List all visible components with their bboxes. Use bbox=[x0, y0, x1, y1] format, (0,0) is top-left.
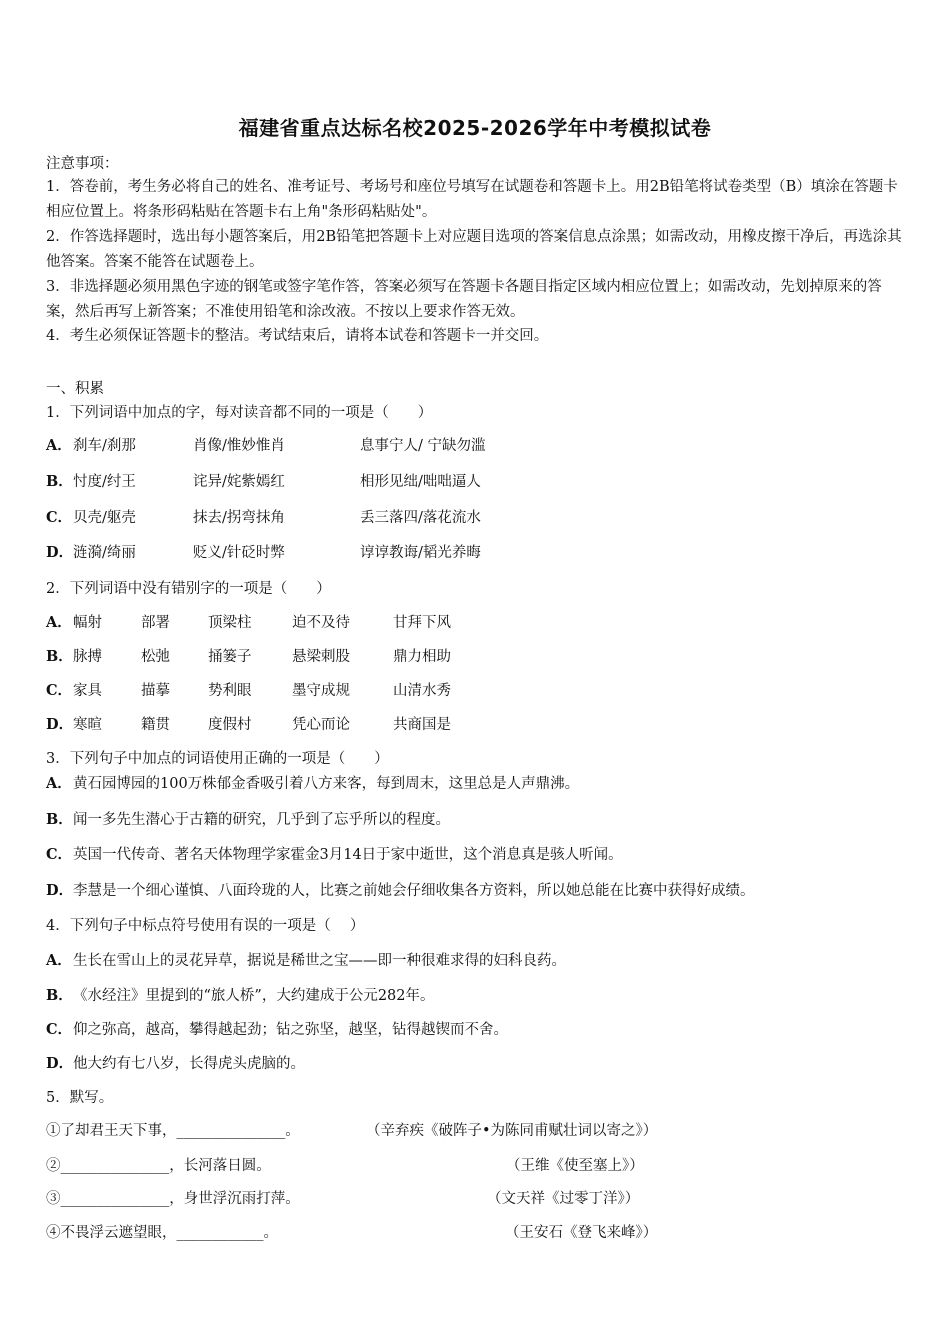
option-word: 度假村 bbox=[208, 717, 252, 733]
option-word: 脉搏 bbox=[73, 649, 102, 665]
option-word: 捅篓子 bbox=[208, 649, 252, 665]
option-letter: D． bbox=[46, 544, 74, 561]
notice-item-1: 1．答卷前，考生务必将自己的姓名、准考证号、考场号和座位号填写在试题卷和答题卡上。用2B铅笔将试卷类型（B）填涂在答题卡相应位置上。将条形码粘贴在答题卡右上角"条形码粘贴处"。 bbox=[46, 179, 898, 220]
option-letter: C． bbox=[46, 509, 73, 526]
notice-heading: 注意事项： bbox=[46, 156, 119, 172]
option-text: 《水经注》里提到的“旅人桥”，大约建成于公元282年。 bbox=[73, 988, 435, 1004]
q2-option-a bbox=[46, 611, 102, 632]
option-text: 生长在雪山上的灵花异草，据说是稀世之宝——即一种很难求得的妇科良药。 bbox=[73, 953, 566, 969]
option-letter: A． bbox=[46, 952, 72, 969]
option-word: 谆谆教诲/韬光养晦 bbox=[360, 545, 481, 561]
option-word: 迫不及待 bbox=[292, 615, 350, 631]
q4-option-c bbox=[46, 1018, 508, 1039]
option-letter: C． bbox=[46, 682, 73, 699]
option-letter: D． bbox=[46, 1055, 74, 1072]
option-text: 闻一多先生潜心于古籍的研究，几乎到了忘乎所以的程度。 bbox=[73, 812, 450, 828]
q1-option-d bbox=[46, 541, 136, 562]
option-word: 寒暄 bbox=[73, 717, 102, 733]
option-text: 李慧是一个细心谨慎、八面玲珑的人，比赛之前她会仔细收集各方资料，所以她总能在比赛中获得好成绩。 bbox=[73, 883, 755, 899]
question-1-stem: 1．下列词语中加点的字，每对读音都不同的一项是（ ） bbox=[46, 405, 433, 421]
option-letter: C． bbox=[46, 1021, 73, 1038]
page-title: 福建省重点达标名校2025-2026学年中考模拟试卷 bbox=[238, 116, 712, 140]
option-word: 鼎力相助 bbox=[393, 649, 451, 665]
option-letter: A． bbox=[46, 775, 72, 792]
option-word: 部署 bbox=[141, 615, 170, 631]
q3-option-c bbox=[46, 843, 623, 864]
option-word: 息事宁人/ 宁缺勿滥 bbox=[360, 438, 486, 454]
option-word: 势利眼 bbox=[208, 683, 252, 699]
section-heading: 一、积累 bbox=[46, 381, 104, 397]
q2-option-b bbox=[46, 645, 102, 666]
option-letter: D． bbox=[46, 882, 74, 899]
q1-option-b bbox=[46, 470, 136, 491]
dictation-item-3: ③_______________，身世浮沉雨打萍。 bbox=[46, 1191, 300, 1207]
option-word: 幅射 bbox=[73, 615, 102, 631]
option-letter: A． bbox=[46, 614, 72, 631]
dictation-source-2: （王维《使至塞上》） bbox=[506, 1158, 644, 1174]
notice-item-4: 4．考生必须保证答题卡的整洁。考试结束后，请将本试卷和答题卡一并交回。 bbox=[46, 328, 549, 344]
q4-option-b bbox=[46, 984, 435, 1005]
question-4-stem: 4．下列句子中标点符号使用有误的一项是（ ） bbox=[46, 918, 365, 934]
option-word: 忖度/纣王 bbox=[73, 474, 136, 490]
option-word: 顶梁柱 bbox=[208, 615, 252, 631]
option-letter: A． bbox=[46, 437, 72, 454]
q1-option-a bbox=[46, 434, 136, 455]
option-word: 悬梁刺股 bbox=[292, 649, 350, 665]
dictation-source-1: （辛弃疾《破阵子•为陈同甫赋壮词以寄之》） bbox=[366, 1123, 658, 1139]
option-letter: B． bbox=[46, 811, 73, 828]
option-word: 贝壳/躯壳 bbox=[73, 510, 136, 526]
option-word: 凭心而论 bbox=[292, 717, 350, 733]
dictation-item-2: ②_______________，长河落日圆。 bbox=[46, 1158, 271, 1174]
option-word: 墨守成规 bbox=[292, 683, 350, 699]
q3-option-d bbox=[46, 879, 755, 900]
option-word: 丢三落四/落花流水 bbox=[360, 510, 481, 526]
question-3-stem: 3．下列句子中加点的词语使用正确的一项是（ ） bbox=[46, 751, 389, 767]
option-word: 松弛 bbox=[141, 649, 170, 665]
dictation-source-4: （王安石《登飞来峰》） bbox=[505, 1225, 658, 1241]
option-word: 山清水秀 bbox=[393, 683, 451, 699]
option-text: 黄石园博园的100万株郁金香吸引着八方来客，每到周末，这里总是人声鼎沸。 bbox=[73, 776, 580, 792]
q3-option-b bbox=[46, 808, 450, 829]
option-word: 共商国是 bbox=[393, 717, 451, 733]
option-word: 贬义/针砭时弊 bbox=[193, 545, 285, 561]
option-text: 他大约有七八岁，长得虎头虎脑的。 bbox=[73, 1056, 305, 1072]
option-word: 甘拜下风 bbox=[393, 615, 451, 631]
option-word: 抹去/拐弯抹角 bbox=[193, 510, 285, 526]
option-word: 家具 bbox=[73, 683, 102, 699]
dictation-item-4: ④不畏浮云遮望眼，____________。 bbox=[46, 1225, 278, 1241]
option-letter: B． bbox=[46, 648, 73, 665]
option-word: 籍贯 bbox=[141, 717, 170, 733]
dictation-item-1: ①了却君王天下事，_______________。 bbox=[46, 1123, 300, 1139]
q1-option-c bbox=[46, 506, 136, 527]
option-word: 刹车/刹那 bbox=[73, 438, 136, 454]
q3-option-a bbox=[46, 772, 579, 793]
option-letter: C． bbox=[46, 846, 73, 863]
dictation-source-3: （文天祥《过零丁洋》） bbox=[487, 1191, 640, 1207]
option-word: 诧异/姹紫嫣红 bbox=[193, 474, 285, 490]
option-letter: B． bbox=[46, 987, 73, 1004]
notice-item-3: 3．非选择题必须用黑色字迹的钢笔或签字笔作答，答案必须写在答题卡各题目指定区域内相应位置上；如需改动，先划掉原来的答案，然后再写上新答案；不准使用铅笔和涂改液。不按以上要求作答无效。 bbox=[46, 279, 882, 320]
option-letter: B． bbox=[46, 473, 73, 490]
question-2-stem: 2．下列词语中没有错别字的一项是（ ） bbox=[46, 581, 331, 597]
option-text: 仰之弥高，越高，攀得越起劲；钻之弥坚，越坚，钻得越锲而不舍。 bbox=[73, 1022, 508, 1038]
q4-option-d bbox=[46, 1052, 305, 1073]
notice-item-2: 2．作答选择题时，选出每小题答案后，用2B铅笔把答题卡上对应题目选项的答案信息点涂黑；如需改动，用橡皮擦干净后，再选涂其他答案。答案不能答在试题卷上。 bbox=[46, 229, 902, 270]
option-word: 描摹 bbox=[141, 683, 170, 699]
q2-option-d bbox=[46, 713, 102, 734]
option-letter: D． bbox=[46, 716, 74, 733]
option-text: 英国一代传奇、著名天体物理学家霍金3月14日于家中逝世，这个消息真是骇人听闻。 bbox=[73, 847, 623, 863]
question-5-stem: 5．默写。 bbox=[46, 1090, 114, 1106]
option-word: 涟漪/绮丽 bbox=[73, 545, 136, 561]
q2-option-c bbox=[46, 679, 102, 700]
option-word: 相形见绌/咄咄逼人 bbox=[360, 474, 481, 490]
q4-option-a bbox=[46, 949, 566, 970]
option-word: 肖像/惟妙惟肖 bbox=[193, 438, 285, 454]
